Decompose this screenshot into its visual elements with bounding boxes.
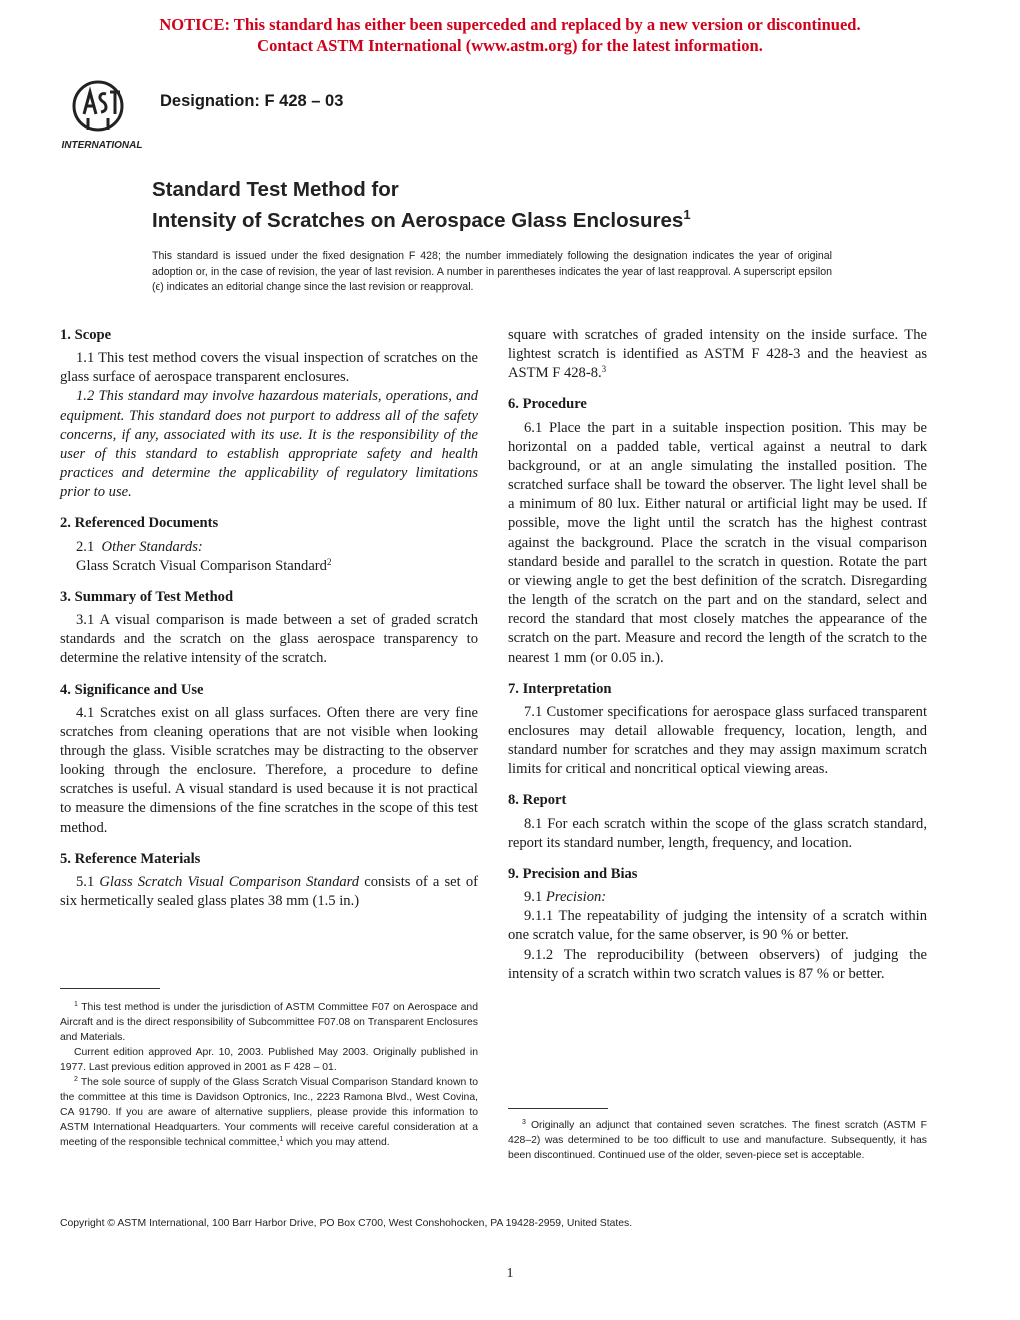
footnote-ref-3: 3 xyxy=(601,364,607,375)
paragraph-2-1-label: Other Standards: xyxy=(101,538,203,555)
title-line-2-text: Intensity of Scratches on Aerospace Glass Enclosures xyxy=(152,208,684,232)
paragraph-9-1-2: 9.1.2 The reproducibility (between observers) of judging the intensity of a scratch within two scratch values is 87 % or better. xyxy=(508,946,927,982)
document-title xyxy=(152,177,691,233)
paragraph-5-1-cont-text: square with scratches of graded intensity on the inside surface. The lightest scratch is identified as ASTM F 428-3 and the heaviest as ASTM F 428-8. xyxy=(508,327,927,382)
section-heading: 4. Significance and Use xyxy=(60,681,204,698)
intro-paragraph: This standard is issued under the fixed designation F 428; the number immediately following the designation indicates the year of original adoption or, in the case of revision, the year of last revision. A number in parentheses indicates the year of last reapproval. A superscript epsilon (ϵ) indicates an editorial change since the last revision or reapproval. xyxy=(152,250,832,293)
paragraph-5-1-italic: Glass Scratch Visual Comparison Standard xyxy=(99,873,360,890)
footnote-3-num: 3 xyxy=(522,1119,526,1126)
section-heading: 3. Summary of Test Method xyxy=(60,588,234,605)
footnote-2-ref: 1 xyxy=(279,1136,284,1143)
paragraph-1-1: 1.1 This test method covers the visual inspection of scratches on the glass surface of aerospace transparent enclosures. xyxy=(60,350,478,386)
astm-logo-icon xyxy=(60,78,144,152)
title-footnote-ref: 1 xyxy=(683,207,691,222)
footnote-3 xyxy=(508,1118,927,1163)
left-column xyxy=(60,326,478,911)
section-heading: 9. Precision and Bias xyxy=(508,865,638,882)
superseded-notice xyxy=(0,14,1020,56)
paragraph-5-1-continued xyxy=(508,326,927,383)
footnotes-left xyxy=(60,1000,478,1150)
paragraph-9-1 xyxy=(508,888,927,907)
footnote-3-text: Originally an adjunct that contained seven scratches. The finest scratch (ASTM F 428–2) was determined to be too difficult to use and manufacture. Subsequently, it has been discontinued. Continued use of the older, seven-piece set is acceptable. xyxy=(508,1120,927,1161)
paragraph-9-1-label: Precision: xyxy=(545,889,607,906)
paragraph-7-1: 7.1 Customer specifications for aerospace glass surfaced transparent enclosures may detail allowable frequency, location, length, and standard number for scratches and they may assign maximum scratch limits for critical and noncritical optical viewing areas. xyxy=(508,703,927,778)
footnote-1b: Current edition approved Apr. 10, 2003. Published May 2003. Originally published in 1977. Last previous edition approved in 2001 as F 428 – 01. xyxy=(60,1047,478,1073)
logo-text: INTERNATIONAL xyxy=(61,140,143,151)
paragraph-8-1: 8.1 For each scratch within the scope of the glass scratch standard, report its standard number, length, frequency, and location. xyxy=(508,815,927,851)
section-heading: 1. Scope xyxy=(60,327,112,343)
section-heading: 6. Procedure xyxy=(508,396,587,413)
title-line-1: Standard Test Method for xyxy=(152,178,399,201)
page-number: 1 xyxy=(506,1266,514,1281)
footnote-1 xyxy=(60,1000,478,1045)
footnote-2-num: 2 xyxy=(74,1076,78,1083)
section-heading: 5. Reference Materials xyxy=(60,850,201,867)
paragraph-1-2-text: 1.2 This standard may involve hazardous materials, operations, and equipment. This standard does not purport to address all of the safety concerns, if any, associated with its use. It is the responsibility of the user of this standard to establish appropriate safety and health practices and determine the applicability of regulatory limitations prior to use. xyxy=(60,388,478,501)
paragraph-9-1-num: 9.1 xyxy=(524,889,543,906)
footnotes-right xyxy=(508,1118,927,1163)
copyright-line: Copyright © ASTM International, 100 Barr Harbor Drive, PO Box C700, West Conshohocken, PA 19428-2959, United States. xyxy=(60,1218,633,1229)
footnote-2-text: The sole source of supply of the Glass Scratch Visual Comparison Standard known to the committee at this time is Davidson Optronics, Inc., 2223 Ramona Blvd., West Covina, CA 91790. If you are aware of alternative suppliers, please provide this information to ASTM International Headquarters. Your comments will receive careful consideration at a meeting of the responsible technical committee, xyxy=(60,1077,478,1148)
paragraph-4-1: 4.1 Scratches exist on all glass surfaces. Often there are very fine scratches from cleaning operations that are not visible when looking through the glass. Visible scratches may be distracting to the observer looking through the enclosure. Therefore, a procedure to define scratches is useful. A visual standard is used because it is not practical to measure the dimensions of the fine scratches in the scope of this test method. xyxy=(60,704,478,836)
section-heading: 2. Referenced Documents xyxy=(60,515,219,532)
paragraph-5-1-num: 5.1 xyxy=(76,873,95,890)
title-line-2 xyxy=(152,202,691,233)
paragraph-2-1-num: 2.1 xyxy=(76,538,95,555)
notice-line-1: NOTICE: This standard has either been superceded and replaced by a new version or discontinued. xyxy=(159,15,861,34)
paragraph-5-1-rest: consists of a set of six hermetically sealed glass plates 38 mm (1.5 in.) xyxy=(60,873,478,910)
section-heading: 7. Interpretation xyxy=(508,680,612,697)
footnote-1-num: 1 xyxy=(74,1001,78,1008)
paragraph-2-2-text: Glass Scratch Visual Comparison Standard xyxy=(76,557,327,574)
right-column xyxy=(508,326,927,984)
footnote-1-text: This test method is under the jurisdiction of ASTM Committee F07 on Aerospace and Aircraft and is the direct responsibility of Subcommittee F07.08 on Transparent Enclosures and Materials. xyxy=(60,1002,478,1043)
footnote-2 xyxy=(60,1075,478,1150)
paragraph-1-2 xyxy=(60,387,478,502)
paragraph-2-1 xyxy=(60,538,478,557)
paragraph-3-1: 3.1 A visual comparison is made between a set of graded scratch standards and the scratch on the glass aerospace transparency to determine the relative intensity of the scratch. xyxy=(60,612,478,667)
paragraph-9-1-1: 9.1.1 The repeatability of judging the intensity of a scratch within one scratch value, for the same observer, is 90 % or better. xyxy=(508,908,927,944)
paragraph-2-2 xyxy=(60,557,478,576)
notice-line-2: Contact ASTM International (www.astm.org) for the latest information. xyxy=(257,36,763,55)
footnote-2-end: which you may attend. xyxy=(286,1137,390,1148)
paragraph-6-1: 6.1 Place the part in a suitable inspection position. This may be horizontal on a padded table, vertical against a neutral to dark background, or at an angle simulating the installed position. The scratched surface shall be toward the observer. The light level shall be a minimum of 80 lux. Either natural or artificial light may be used. If possible, move the light until the scratch has the highest contrast against the background. Place the scratch in the visual comparison standard beside and parallel to the scratch in question. Rotate the part or viewing angle to get the best definition of the scratch. Disregarding the length of the scratch on the part and on the standard, select and record the standard that most closely matches the appearance of the scratch on the part. Measure and record the length of the scratch to the nearest 1 mm (or 0.05 in.). xyxy=(508,419,927,666)
footnote-rule-right xyxy=(508,1108,608,1109)
designation: Designation: F 428 – 03 xyxy=(160,92,344,110)
paragraph-5-1 xyxy=(60,873,478,911)
footnote-ref-2: 2 xyxy=(326,556,332,567)
section-heading: 8. Report xyxy=(508,792,567,809)
footnote-rule-left xyxy=(60,988,160,989)
